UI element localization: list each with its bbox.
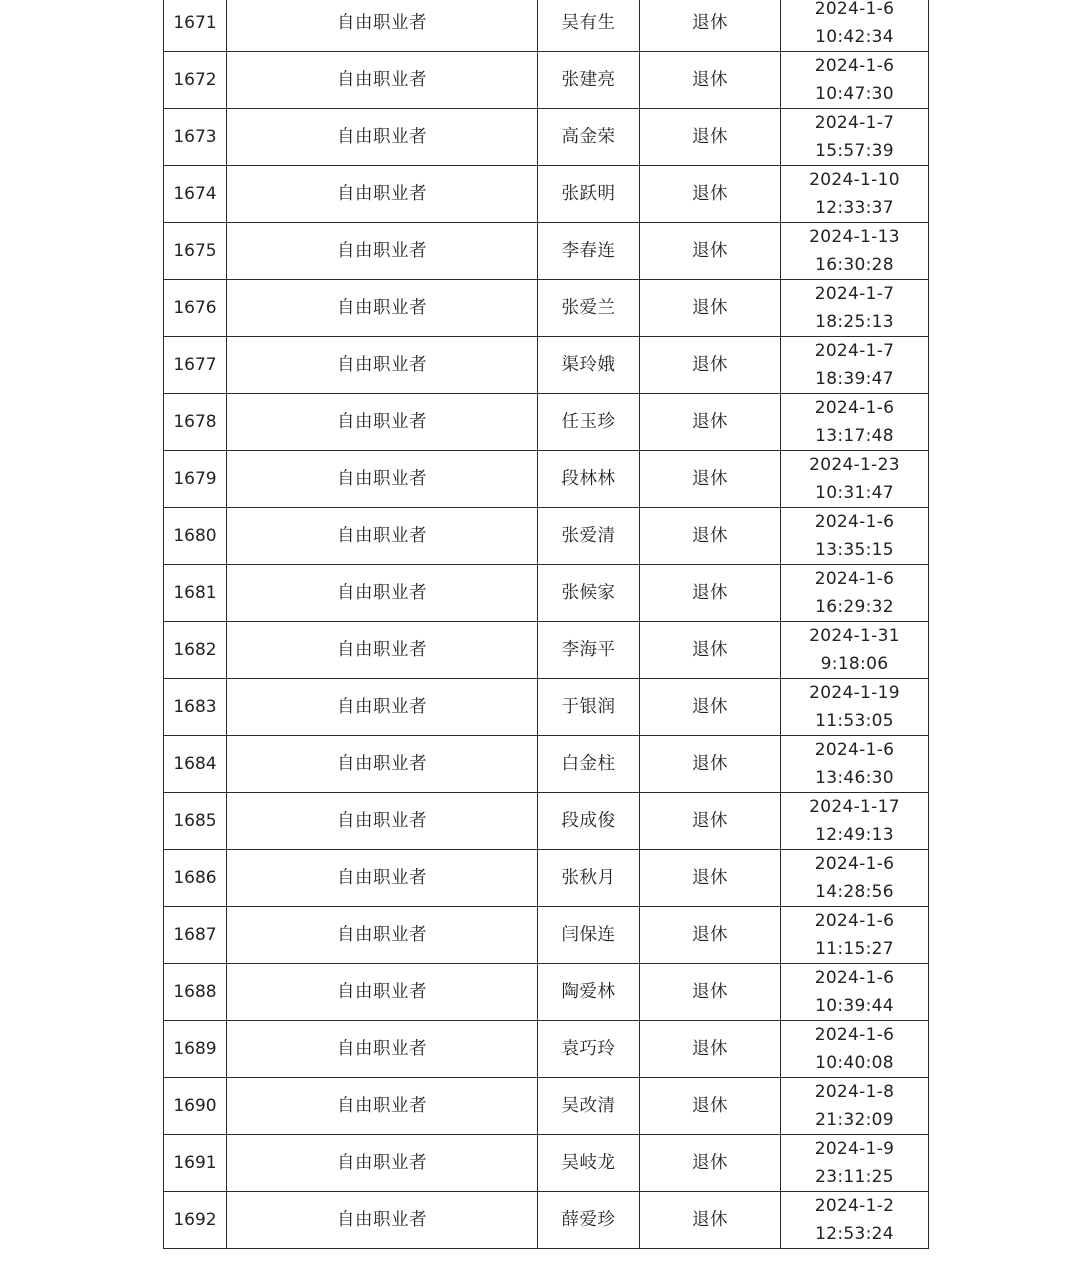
category-cell: 自由职业者 bbox=[227, 1078, 538, 1135]
table-row bbox=[164, 679, 929, 736]
timestamp-date: 2024-1-2 bbox=[814, 1196, 895, 1216]
timestamp-time: 12:33:37 bbox=[815, 198, 894, 218]
timestamp-cell bbox=[781, 109, 929, 166]
timestamp-time: 21:32:09 bbox=[815, 1110, 894, 1130]
timestamp-time: 18:39:47 bbox=[815, 369, 894, 389]
records-table-container bbox=[163, 0, 929, 1249]
category-cell: 自由职业者 bbox=[227, 52, 538, 109]
timestamp-cell bbox=[781, 1192, 929, 1249]
name-cell: 渠玲娥 bbox=[538, 337, 640, 394]
table-row bbox=[164, 0, 929, 52]
timestamp-cell bbox=[781, 0, 929, 52]
status-cell: 退休 bbox=[640, 1021, 781, 1078]
name-cell: 吴有生 bbox=[538, 0, 640, 52]
timestamp-cell bbox=[781, 1078, 929, 1135]
category-cell: 自由职业者 bbox=[227, 337, 538, 394]
timestamp-cell bbox=[781, 850, 929, 907]
timestamp-cell bbox=[781, 964, 929, 1021]
timestamp-cell bbox=[781, 223, 929, 280]
timestamp-date: 2024-1-6 bbox=[814, 740, 895, 760]
timestamp-cell bbox=[781, 166, 929, 223]
timestamp-date: 2024-1-13 bbox=[809, 227, 900, 247]
timestamp-time: 14:28:56 bbox=[815, 882, 894, 902]
status-cell: 退休 bbox=[640, 109, 781, 166]
timestamp-time: 13:46:30 bbox=[815, 768, 894, 788]
category-cell: 自由职业者 bbox=[227, 622, 538, 679]
category-cell: 自由职业者 bbox=[227, 736, 538, 793]
timestamp-cell bbox=[781, 280, 929, 337]
name-cell: 李海平 bbox=[538, 622, 640, 679]
timestamp-time: 18:25:13 bbox=[815, 312, 894, 332]
timestamp-date: 2024-1-19 bbox=[809, 683, 900, 703]
name-cell: 张候家 bbox=[538, 565, 640, 622]
row-number-cell: 1680 bbox=[164, 508, 227, 565]
status-cell: 退休 bbox=[640, 907, 781, 964]
category-cell: 自由职业者 bbox=[227, 1021, 538, 1078]
row-number-cell: 1687 bbox=[164, 907, 227, 964]
category-cell: 自由职业者 bbox=[227, 394, 538, 451]
timestamp-date: 2024-1-9 bbox=[814, 1139, 895, 1159]
name-cell: 吴岐龙 bbox=[538, 1135, 640, 1192]
timestamp-date: 2024-1-10 bbox=[809, 170, 900, 190]
row-number-cell: 1691 bbox=[164, 1135, 227, 1192]
timestamp-time: 16:29:32 bbox=[815, 597, 894, 617]
timestamp-cell bbox=[781, 1021, 929, 1078]
timestamp-time: 23:11:25 bbox=[815, 1167, 894, 1187]
name-cell: 高金荣 bbox=[538, 109, 640, 166]
records-table-body bbox=[164, 0, 929, 1249]
name-cell: 白金柱 bbox=[538, 736, 640, 793]
timestamp-cell bbox=[781, 451, 929, 508]
row-number-cell: 1690 bbox=[164, 1078, 227, 1135]
table-row bbox=[164, 1192, 929, 1249]
table-row bbox=[164, 964, 929, 1021]
name-cell: 薛爱珍 bbox=[538, 1192, 640, 1249]
timestamp-time: 11:15:27 bbox=[815, 939, 894, 959]
name-cell: 张秋月 bbox=[538, 850, 640, 907]
row-number-cell: 1689 bbox=[164, 1021, 227, 1078]
timestamp-time: 10:40:08 bbox=[815, 1053, 894, 1073]
timestamp-time: 9:18:06 bbox=[820, 654, 889, 674]
timestamp-date: 2024-1-6 bbox=[814, 512, 895, 532]
timestamp-cell bbox=[781, 907, 929, 964]
status-cell: 退休 bbox=[640, 394, 781, 451]
row-number-cell: 1685 bbox=[164, 793, 227, 850]
table-row bbox=[164, 394, 929, 451]
timestamp-time: 11:53:05 bbox=[815, 711, 894, 731]
status-cell: 退休 bbox=[640, 451, 781, 508]
name-cell: 张爱兰 bbox=[538, 280, 640, 337]
timestamp-date: 2024-1-7 bbox=[814, 284, 895, 304]
category-cell: 自由职业者 bbox=[227, 1192, 538, 1249]
table-row bbox=[164, 622, 929, 679]
timestamp-cell bbox=[781, 337, 929, 394]
category-cell: 自由职业者 bbox=[227, 223, 538, 280]
status-cell: 退休 bbox=[640, 793, 781, 850]
status-cell: 退休 bbox=[640, 52, 781, 109]
category-cell: 自由职业者 bbox=[227, 565, 538, 622]
timestamp-date: 2024-1-6 bbox=[814, 569, 895, 589]
table-row bbox=[164, 223, 929, 280]
status-cell: 退休 bbox=[640, 850, 781, 907]
table-row bbox=[164, 793, 929, 850]
name-cell: 张跃明 bbox=[538, 166, 640, 223]
timestamp-date: 2024-1-31 bbox=[809, 626, 900, 646]
timestamp-date: 2024-1-6 bbox=[814, 854, 895, 874]
timestamp-cell bbox=[781, 793, 929, 850]
table-row bbox=[164, 850, 929, 907]
category-cell: 自由职业者 bbox=[227, 1135, 538, 1192]
timestamp-cell bbox=[781, 622, 929, 679]
timestamp-time: 10:47:30 bbox=[815, 84, 894, 104]
category-cell: 自由职业者 bbox=[227, 109, 538, 166]
status-cell: 退休 bbox=[640, 1078, 781, 1135]
status-cell: 退休 bbox=[640, 0, 781, 52]
row-number-cell: 1671 bbox=[164, 0, 227, 52]
row-number-cell: 1679 bbox=[164, 451, 227, 508]
timestamp-date: 2024-1-6 bbox=[814, 1025, 895, 1045]
status-cell: 退休 bbox=[640, 337, 781, 394]
row-number-cell: 1672 bbox=[164, 52, 227, 109]
status-cell: 退休 bbox=[640, 508, 781, 565]
table-row bbox=[164, 109, 929, 166]
status-cell: 退休 bbox=[640, 565, 781, 622]
category-cell: 自由职业者 bbox=[227, 166, 538, 223]
category-cell: 自由职业者 bbox=[227, 280, 538, 337]
timestamp-cell bbox=[781, 565, 929, 622]
table-row bbox=[164, 52, 929, 109]
timestamp-cell bbox=[781, 679, 929, 736]
timestamp-time: 16:30:28 bbox=[815, 255, 894, 275]
table-row bbox=[164, 1021, 929, 1078]
timestamp-date: 2024-1-6 bbox=[814, 911, 895, 931]
name-cell: 段林林 bbox=[538, 451, 640, 508]
table-row bbox=[164, 280, 929, 337]
row-number-cell: 1688 bbox=[164, 964, 227, 1021]
timestamp-date: 2024-1-6 bbox=[814, 56, 895, 76]
category-cell: 自由职业者 bbox=[227, 964, 538, 1021]
status-cell: 退休 bbox=[640, 964, 781, 1021]
status-cell: 退休 bbox=[640, 679, 781, 736]
records-table bbox=[163, 0, 929, 1249]
row-number-cell: 1673 bbox=[164, 109, 227, 166]
name-cell: 闫保连 bbox=[538, 907, 640, 964]
status-cell: 退休 bbox=[640, 223, 781, 280]
timestamp-cell bbox=[781, 736, 929, 793]
name-cell: 任玉珍 bbox=[538, 394, 640, 451]
timestamp-time: 12:49:13 bbox=[815, 825, 894, 845]
name-cell: 陶爱林 bbox=[538, 964, 640, 1021]
timestamp-date: 2024-1-6 bbox=[814, 0, 895, 19]
timestamp-time: 15:57:39 bbox=[815, 141, 894, 161]
timestamp-time: 12:53:24 bbox=[815, 1224, 894, 1244]
table-row bbox=[164, 337, 929, 394]
row-number-cell: 1686 bbox=[164, 850, 227, 907]
name-cell: 张爱清 bbox=[538, 508, 640, 565]
timestamp-date: 2024-1-6 bbox=[814, 968, 895, 988]
table-row bbox=[164, 451, 929, 508]
category-cell: 自由职业者 bbox=[227, 508, 538, 565]
timestamp-time: 10:31:47 bbox=[815, 483, 894, 503]
category-cell: 自由职业者 bbox=[227, 0, 538, 52]
category-cell: 自由职业者 bbox=[227, 679, 538, 736]
name-cell: 张建亮 bbox=[538, 52, 640, 109]
table-row bbox=[164, 166, 929, 223]
timestamp-date: 2024-1-23 bbox=[809, 455, 900, 475]
table-row bbox=[164, 508, 929, 565]
timestamp-time: 13:17:48 bbox=[815, 426, 894, 446]
name-cell: 李春连 bbox=[538, 223, 640, 280]
row-number-cell: 1682 bbox=[164, 622, 227, 679]
status-cell: 退休 bbox=[640, 736, 781, 793]
status-cell: 退休 bbox=[640, 1192, 781, 1249]
row-number-cell: 1683 bbox=[164, 679, 227, 736]
table-row bbox=[164, 1135, 929, 1192]
table-row bbox=[164, 907, 929, 964]
name-cell: 吴改清 bbox=[538, 1078, 640, 1135]
row-number-cell: 1674 bbox=[164, 166, 227, 223]
timestamp-date: 2024-1-7 bbox=[814, 113, 895, 133]
row-number-cell: 1676 bbox=[164, 280, 227, 337]
category-cell: 自由职业者 bbox=[227, 850, 538, 907]
timestamp-date: 2024-1-17 bbox=[809, 797, 900, 817]
timestamp-time: 13:35:15 bbox=[815, 540, 894, 560]
name-cell: 段成俊 bbox=[538, 793, 640, 850]
timestamp-date: 2024-1-6 bbox=[814, 398, 895, 418]
status-cell: 退休 bbox=[640, 622, 781, 679]
row-number-cell: 1677 bbox=[164, 337, 227, 394]
timestamp-cell bbox=[781, 52, 929, 109]
category-cell: 自由职业者 bbox=[227, 793, 538, 850]
timestamp-date: 2024-1-7 bbox=[814, 341, 895, 361]
name-cell: 于银润 bbox=[538, 679, 640, 736]
timestamp-time: 10:42:34 bbox=[815, 27, 894, 47]
status-cell: 退休 bbox=[640, 1135, 781, 1192]
timestamp-cell bbox=[781, 508, 929, 565]
name-cell: 袁巧玲 bbox=[538, 1021, 640, 1078]
timestamp-date: 2024-1-8 bbox=[814, 1082, 895, 1102]
row-number-cell: 1681 bbox=[164, 565, 227, 622]
row-number-cell: 1684 bbox=[164, 736, 227, 793]
status-cell: 退休 bbox=[640, 280, 781, 337]
category-cell: 自由职业者 bbox=[227, 907, 538, 964]
timestamp-cell bbox=[781, 394, 929, 451]
status-cell: 退休 bbox=[640, 166, 781, 223]
row-number-cell: 1675 bbox=[164, 223, 227, 280]
row-number-cell: 1692 bbox=[164, 1192, 227, 1249]
table-row bbox=[164, 565, 929, 622]
timestamp-cell bbox=[781, 1135, 929, 1192]
category-cell: 自由职业者 bbox=[227, 451, 538, 508]
table-row bbox=[164, 736, 929, 793]
timestamp-time: 10:39:44 bbox=[815, 996, 894, 1016]
row-number-cell: 1678 bbox=[164, 394, 227, 451]
table-row bbox=[164, 1078, 929, 1135]
